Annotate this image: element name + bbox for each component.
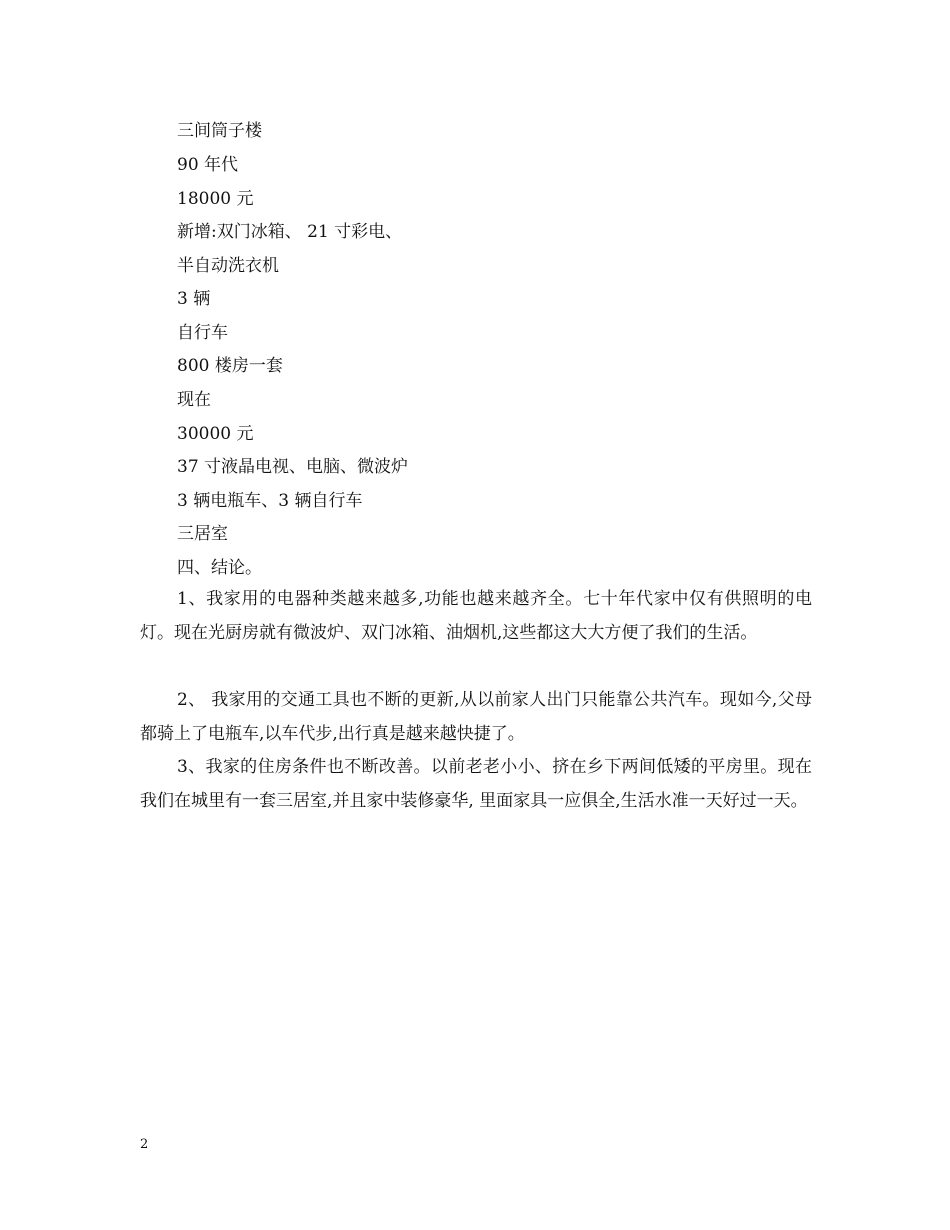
text-line: 90 年代 — [177, 155, 239, 175]
text-line: 半自动洗衣机 — [177, 256, 279, 276]
text-line: 3 辆 — [177, 289, 211, 309]
page-number: 2 — [140, 1137, 149, 1152]
conclusion-paragraph-3: 3、我家的住房条件也不断改善。以前老老小小、挤在乡下两间低矮的平房里。现在我们在城里有一套三居室,并且家中装修豪华, 里面家具一应俱全,生活水准一天好过一天。 — [140, 757, 812, 811]
conclusion-paragraph-2: 2、 我家用的交通工具也不断的更新,从以前家人出门只能靠公共汽车。现如今,父母都骑上了电瓶车,以车代步,出行真是越来越快捷了。 — [140, 690, 812, 744]
text-line: 自行车 — [177, 323, 228, 343]
text-line: 三居室 — [177, 524, 228, 544]
section-heading: 四、结论。 — [177, 558, 262, 578]
text-line: 30000 元 — [177, 424, 254, 444]
conclusion-paragraph-1: 1、我家用的电器种类越来越多,功能也越来越齐全。七十年代家中仅有供照明的电灯。现在光厨房就有微波炉、双门冰箱、油烟机,这些都这大大方便了我们的生活。 — [140, 589, 812, 643]
text-line: 3 辆电瓶车、3 辆自行车 — [177, 491, 363, 511]
text-line: 18000 元 — [177, 189, 254, 209]
text-line: 37 寸液晶电视、电脑、微波炉 — [177, 457, 409, 477]
text-line: 800 楼房一套 — [177, 356, 283, 376]
text-line: 三间筒子楼 — [177, 121, 262, 141]
text-line: 新增:双门冰箱、 21 寸彩电、 — [177, 222, 403, 242]
text-line: 现在 — [177, 390, 211, 410]
